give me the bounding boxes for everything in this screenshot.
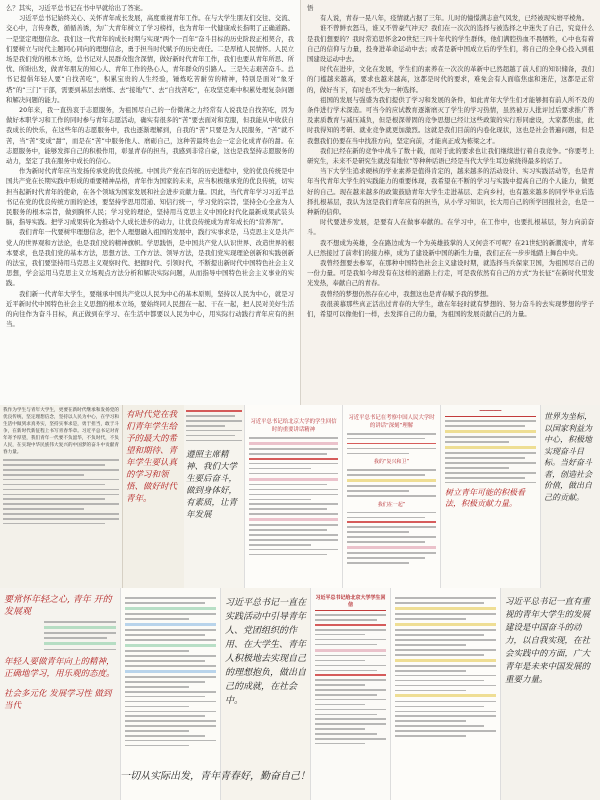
paragraph: 我们已经在新的竞争中战斗了数十载，而对于此的要求也让我们继续进行着自我竞争。“你要考上研究生，未来不是研究生就没有地位”等种种话语已经是当代大学生耳边萦绕得最多的话了。 xyxy=(307,146,594,166)
document-masthead: 习近平总书记给北京大学学生回信 xyxy=(315,594,386,611)
paragraph: 时代要进步发展，是要有人在做事奉献的。在学习中，在工作中，也要扎根基层，努力向前奋斗。 xyxy=(307,218,594,237)
text-lines xyxy=(186,410,242,441)
document-masthead: ━━━━━━━━ xyxy=(445,409,536,417)
handwritten-text: 一切从实际出发，青年青春好，勤奋自己！ xyxy=(120,771,310,782)
photo-annotated-page xyxy=(440,405,540,588)
handwritten-text: 有时代党在我们青年学生给予的最大的希望和期待、青年学生要认真的学习和领悟、做好时代青年。 xyxy=(126,410,178,504)
paragraph: 我们青年一代要树牢理想信念，把个人理想融入祖国的发展中，践行实事求是，马克思主义是共产党人的世界观和方法论，也是我们党的精神旗帜。学思践悟，是中国共产党人认识世界、改造世界的根本要求，也是我们党的基本方法，思想方法、工作方法、领导方法，是我们党实现理论创新和实践创新的法宝，我们要坚持用马克思主义观察时代、把握时代、引领时代，不断提出新时代中国特色社会主义思想，学会运用马克思主义立场观点方法分析和解决实际问题，从而指导中国特色社会主义事业的实践。 xyxy=(6,228,294,288)
paragraph: 我很羡慕那些真正活出过青春的大学生，敢在年轻时就有梦想的、努力奋斗的去实现梦想的学子们，希望可以像他们一样，去发挥自己的力量，为祖国的发展贡献自己的力量。 xyxy=(307,299,594,319)
handwritten-signoff xyxy=(120,770,320,796)
right-text-page xyxy=(300,0,600,405)
paragraph: 我不想成为英雄，全在路边成为一个为英雄鼓掌的人又何尝不可呢？在21世纪的新潮流中，青年人已然接过了前辈们的接力棒，成为了建设新中国的新生力量，我们正在一步步地踏上舞台中央。 xyxy=(307,238,594,257)
printed-text: 我作为学生与青年大学生，更要在新时代继承和发扬党的优良传统，坚定理想信念，坚持以人民为中心，在学习和生活中做到求真务实，坚持实事求是，勇于担当，敢于斗争，在新时代新征程上书写青春华章。习近平总书记对青年寄予厚望，我们青年一代要不负韶华，不负时代，不负人民，在实现中华民族伟大复兴的中国梦的奋斗中贡献青春力量。 xyxy=(3,408,119,455)
photo-annotated-page xyxy=(310,588,390,800)
paragraph: 时代在进步，文化在发展，学生们的素养在一次次的革新中已然超越了前人们的知识储备，我们的门槛越来越高，要求也越来越高，这都是时代的要求，难免会有人面临焦虑和迷茫，这都是正常的，做好当下，有时也不失为一种选择。 xyxy=(307,65,594,94)
handwritten-text: 遵照主席精神、我们大学生要后奋斗，做到身体好，有素质，让青年发展 xyxy=(186,450,238,521)
text-lines xyxy=(347,512,436,564)
paragraph: 我曾经的梦想仍然存在心中，我想这也是青春赋予我的梦想。 xyxy=(320,289,493,298)
paragraph: 20年来，我一直热衷于志愿服务，为祖国尽自己的一份微薄之力经常有人说我是自找苦吃，因为做好本职学习和工作的同时参与青年志愿活动，确实有很多的“苦”要去面对和克服，但我能从中收获自我成长的快乐，在这些年的志愿服务中，我也逐渐理解到，自我的“苦”只要是为人民服务，“苦”就不苦，当“苦”变成“甜”，而是在“苦”中服务他人、磨砺自己，这种苦最终也会一定会化成青春的甜。在志愿服务中，能够发挥自己的积极作用，彰显青春的担当，我感到非常自豪，这也是我坚持志愿服务的动力，坚定了我在服务中成长的信心。 xyxy=(6,106,294,166)
handwritten-text: 要常怀年轻之心, 青年 开的发展观 xyxy=(4,595,112,617)
handwritten-text: 习近平总书记一直在实践活动中引导青年人、党团组织的作用、在大学生、青年人积极地去实现自己的理想抱负，做出自己的成就，在社会中。 xyxy=(225,598,307,706)
photo-handwritten-note xyxy=(122,405,184,588)
photo-notebook-page xyxy=(184,405,244,588)
paragraph: 我们新一代青年大学生，要继承中国共产党以人民为中心的基本原则，坚持以人民为中心，就是习近平新时代中国特色社会主义思想的根本立场，要始终同人民想在一起、干在一起，把人民对美好生活的向往作为奋斗目标，真正做到在学习、在生活中都要以人民为中心，用实际行动践行青年应有的担当。 xyxy=(6,289,294,329)
photo-annotated-page xyxy=(342,405,440,588)
handwritten-text: 年轻人要做青年向上的精神，正确地学习，用乐观的态度。 xyxy=(4,657,115,680)
handwritten-text: 世界为坐标，以国家利益为中心，积极地实现奋斗目标。当好奋斗者，创造社会价值，做出自己的贡献。 xyxy=(544,412,592,502)
paragraph: 么？其实，习近平总书记在书中早就给出了答案。 xyxy=(6,4,147,12)
handwritten-text: 社会多元化 发展学习性 做到当代 xyxy=(4,689,112,712)
section-heading: 我们在一起” xyxy=(377,501,406,508)
text-lines xyxy=(315,614,386,744)
photo-annotated-page xyxy=(244,405,342,588)
text-lines xyxy=(125,597,216,746)
photo-annotated-page xyxy=(120,588,220,800)
paragraph: 有人说，青春一晃八年，疫情就占据了三年。儿时的憧憬满志意气风发，已经被现实磨平棱角。 xyxy=(320,14,589,23)
photo-printed-notes xyxy=(0,405,122,588)
paragraph: 当下大学生追求硬核的学业素养是值得肯定的，越来越多的活动设计、实习实践活动等，也是青年当代青年大学生的实践能力的重要体现，我希望在不断的学习与实践中提高自己的个人能力，做更好的自己。现在越来越多的政策鼓励青年大学生走进基层、走向乡村，也有越来越多的同学毕业后选择扎根基层，我认为这是我们青年应有的担当，从小学习知识，长大用自己的所学回报社会，也是一种新的信仰。 xyxy=(307,167,594,217)
paragraph: 我曾经想要去参军，在那种中国特色社会主义建设时期，就选择当兵保家卫国，为祖国尽自己的一份力量。可是我如今却没有在这样的道路上行走，可是我依然有自己的方式“为长征”在新时代里发光发热，奉献自己的青春。 xyxy=(307,259,594,288)
text-lines xyxy=(44,621,116,650)
doc-title: 习近平总书记给北京大学的学生回信时的重要讲话精神 xyxy=(250,419,337,433)
text-lines xyxy=(3,459,119,524)
paragraph: 习近平总书记始终关心、关怀青年成长发展，高度重视青年工作。在与大学生朋友们交往、交流、交心中，言传身教，循循善诱，为广大青年树立了学习榜样，也为青年一代健康成长指明了正确道路。一是坚定理想信念。我们这一代青年的成长时期与实现“两个一百年”奋斗目标的历史阶段正相契合，我们要树立与时代主题同心同向的理想信念，勇于担当时代赋予的历史责任。二是厚植人民情怀。人民立场是我们党的根本立场，总书记对人民群众饱含深情，做好新时代青年工作，我们也要从青年所思、所忧、所盼出发，做青年朋友的知心人、青年工作的热心人，青年群众的引路人。三是矢志艰苦奋斗。总书记提倡年轻人要“自找苦吃”，积累宝贵的人生经验，锤炼吃苦耐劳的精神，特别是面对“象牙塔”的“三门”干部，需要到基层去磨炼、去“接地气”、去“自找苦吃”，在攻坚克难中积累处理复杂问题和解决问题的能力。 xyxy=(6,14,294,104)
handwritten-text: 习近平总书记一直有重视的青年大学生的发展建设是中国奋斗的动力，以自我实现，在社会实践中的方面，广大青年是未来中国发展的重要力量。 xyxy=(505,597,591,685)
paragraph: 作为新时代青年应当发扬传承党的优良传统。中国共产党在百年的历史进程中，党的优良传统是中国共产党在长期实践中形成的重要精神品格，青年作为国家的未来，应当积极继承党的优良传统，切实担当起新时代青年的使命，在各个领域为国家发展和社会进步贡献力量。因此，当代青年学习习近平总书记在党的优良传统方面的论述，要坚持学思用贯通、知信行统一，学习党的宗旨，坚持全心全意为人民服务的根本宗旨，做到胸怀人民；学习党的理论，坚持用马克思主义中国化时代化最新成果武装头脑，指导实践。把学习成果转化为推动个人成长进步的动力，让优良传统成为青年成长的“营养剂”。 xyxy=(6,167,294,227)
paragraph: 谁不曾鲜衣怒马，谁又不曾豪气冲天？我们在一次次的选择与被选择之中迷失了自己，究竟什么是我们想要的？我时常追思怀念20世纪三四十年代的学生群体，他们满腔热血不畏牺牲，心中也有着自己的信仰与力量，投身进革命运动中去；或者是新中国成立后的学生们，将自己的全身心投入到祖国建设运动中去。 xyxy=(307,24,594,64)
text-lines xyxy=(249,437,338,555)
photo-handwritten-note xyxy=(540,405,600,588)
text-lines xyxy=(395,597,496,736)
paragraph: 悟 xyxy=(307,4,314,12)
doc-title: 习近平总书记在考察中国人民大学时的讲话“深刻”理解 xyxy=(348,415,435,429)
photo-handwritten-note xyxy=(500,588,600,800)
text-lines xyxy=(347,433,436,454)
paragraph: 祖国的发展与强盛为我们提供了学习和发展的条件，如此青年大学生们才能够拥有前人所不及的条件进行学术深造。可当今的应试教育逐渐磨灭了学生的学习热情，虽然被万人批评过后要求推广普及素质教育与减压减负，但是根深蒂固的竞争思想已经让这些政策的实行形同虚设，大家都焦虑，此时我得知的考研、就业竞争就更加激烈。这就是我们目前的内卷化现状，这也是社会普遍问题，但是我想我们仍要在当中找准方向，坚定向前，才能真正成为栋梁之才。 xyxy=(307,95,594,145)
text-lines xyxy=(347,469,436,496)
handwritten-text: 树立青年可能的积极看法，积极贡献力量。 xyxy=(445,488,525,509)
left-text-page xyxy=(0,0,300,405)
text-lines xyxy=(445,420,536,483)
photo-handwritten-note xyxy=(220,588,310,800)
section-heading: 我的“复兴和卫” xyxy=(373,459,410,466)
photo-annotated-page xyxy=(390,588,500,800)
photo-annotated-page xyxy=(0,588,120,800)
